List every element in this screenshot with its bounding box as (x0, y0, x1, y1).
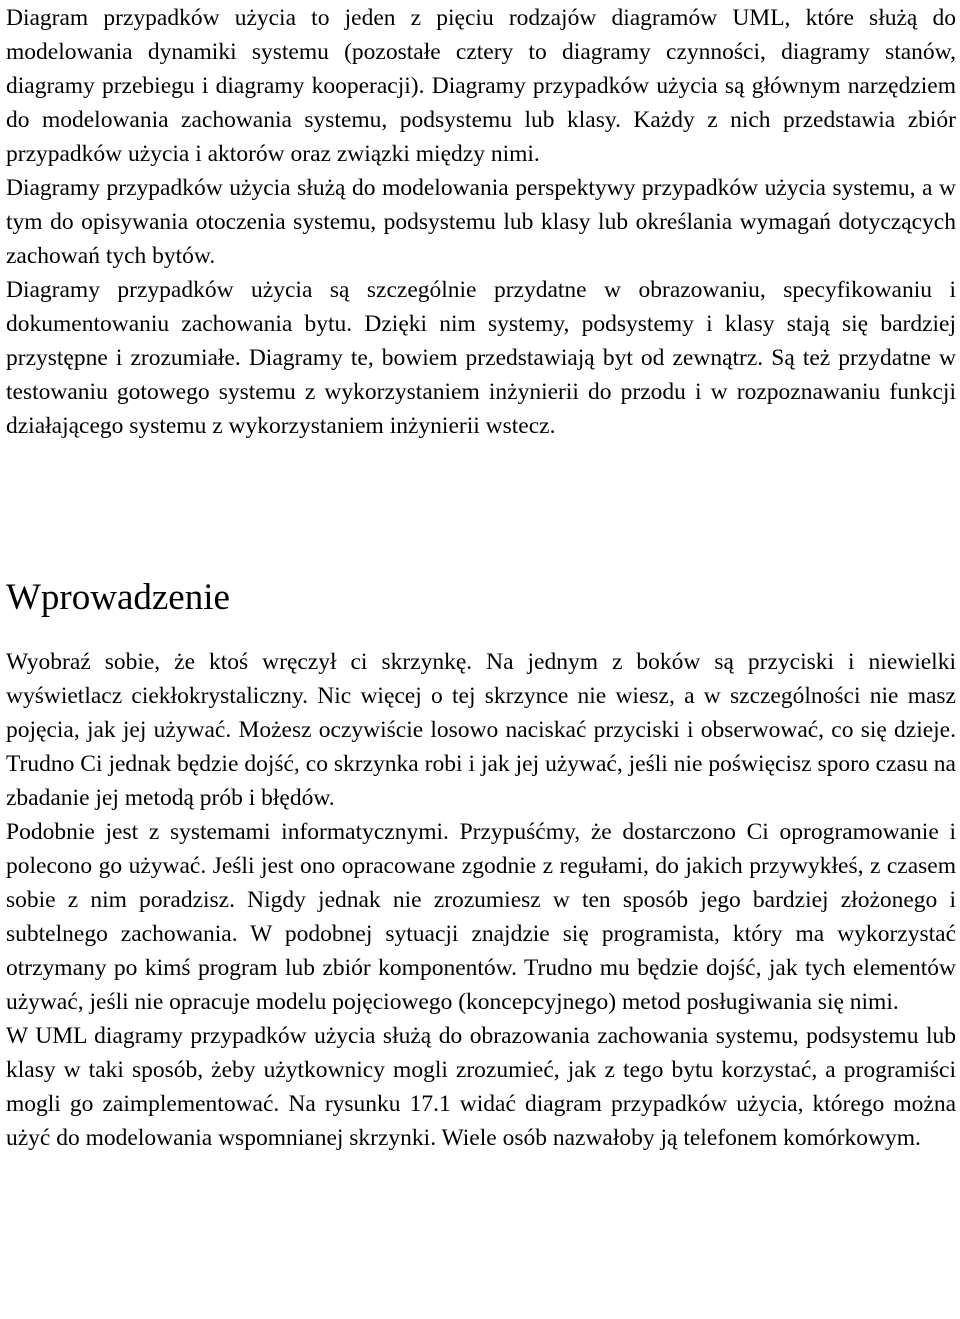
document-page (6, 0, 956, 1151)
section-paragraph-1: Wyobraź sobie, że ktoś wręczył ci skrzynkę. Na jednym z boków są przyciski i niewielki wyświetlacz ciekłokrystaliczny. Nic więcej o tej skrzynce nie wiesz, a w szczególności nie masz pojęcia, jak jej używać. Możesz oczywiście losowo naciskać przyciski i obserwować, co się dzieje. Trudno Ci jednak będzie dojść, co skrzynka robi i jak jej używać, jeśli nie poświęcisz sporo czasu na zbadanie jej metodą prób i błędów. (6, 649, 956, 811)
intro-paragraph-2: Diagramy przypadków użycia służą do modelowania perspektywy przypadków użycia systemu, a w tym do opisywania otoczenia systemu, podsystemu lub klasy lub określania wymagań dotyczących zachowań tych bytów. (6, 175, 956, 269)
intro-paragraph-3: Diagramy przypadków użycia są szczególnie przydatne w obrazowaniu, specyfikowaniu i dokumentowaniu zachowania bytu. Dzięki nim systemy, podsystemy i klasy stają się bardziej przystępne i zrozumiałe. Diagramy te, bowiem przedstawiają byt od zewnątrz. Są też przydatne w testowaniu gotowego systemu z wykorzystaniem inżynierii do przodu i w rozpoznawaniu funkcji działającego systemu z wykorzystaniem inżynierii wstecz. (6, 277, 956, 439)
intro-paragraph-1: Diagram przypadków użycia to jeden z pięciu rodzajów diagramów UML, które służą do modelowania dynamiki systemu (pozostałe cztery to diagramy czynności, diagramy stanów, diagramy przebiegu i diagramy kooperacji). Diagramy przypadków użycia są głównym narzędziem do modelowania zachowania systemu, podsystemu lub klasy. Każdy z nich przedstawia zbiór przypadków użycia i aktorów oraz związki między nimi. (6, 5, 956, 167)
section-body (6, 645, 956, 1155)
section-paragraph-3: W UML diagramy przypadków użycia służą do obrazowania zachowania systemu, podsystemu lub klasy w taki sposób, żeby użytkownicy mogli zrozumieć, jak z tego bytu korzystać, a programiści mogli go zaimplementować. Na rysunku 17.1 widać diagram przypadków użycia, którego można użyć do modelowania wspomnianej skrzynki. Wiele osób nazwałoby ją telefonem komórkowym. (6, 1023, 956, 1151)
section-heading: Wprowadzenie (6, 577, 230, 618)
section-paragraph-2: Podobnie jest z systemami informatycznymi. Przypuśćmy, że dostarczono Ci oprogramowanie i polecono go używać. Jeśli jest ono opracowane zgodnie z regułami, do jakich przywykłeś, z czasem sobie z nim poradzisz. Nigdy jednak nie zrozumiesz w ten sposób jego bardziej złożonego i subtelnego zachowania. W podobnej sytuacji znajdzie się programista, który ma wykorzystać otrzymany po kimś program lub zbiór komponentów. Trudno mu będzie dojść, jak tych elementów używać, jeśli nie opracuje modelu pojęciowego (koncepcyjnego) metod posługiwania się nimi. (6, 819, 956, 1015)
